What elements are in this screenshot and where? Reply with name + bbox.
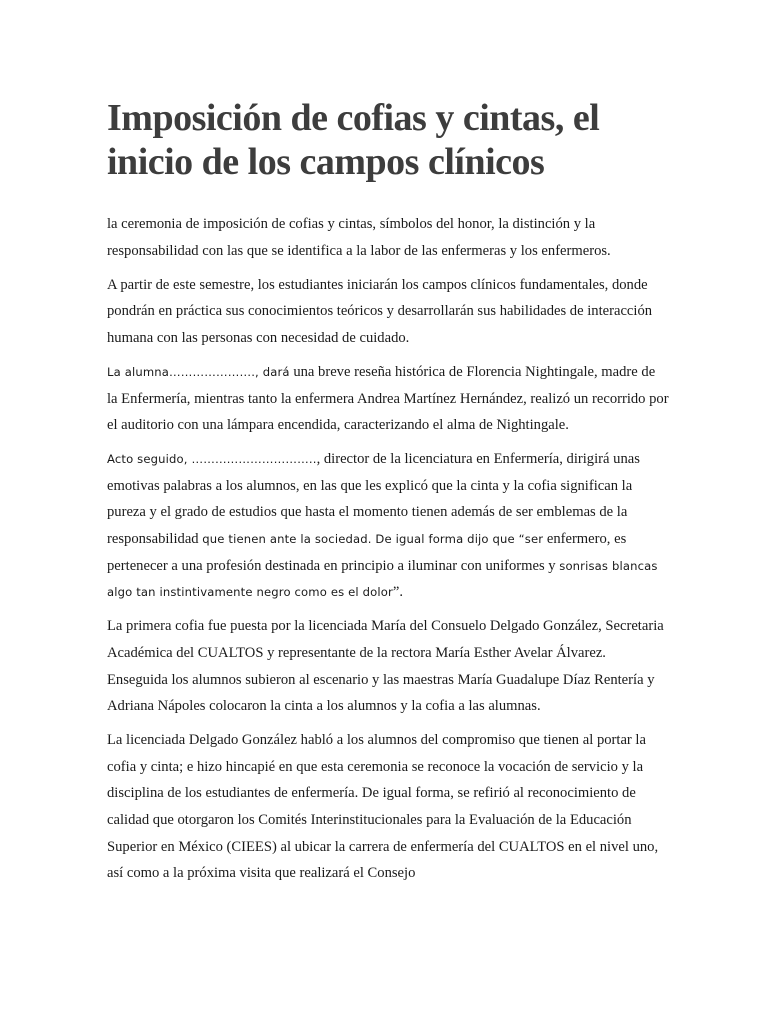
paragraph-4-lead: Acto seguido, ………………………….. [107, 452, 317, 467]
article-title [107, 96, 669, 184]
paragraph-4-closing: ”. [392, 584, 404, 601]
paragraph-4-body: , director de la licenciatura en Enfermería, dirigirá unas emotivas palabras a los alumnos, en las que les explicó que la cinta y la cofia significan la pureza y el grado de estudios que hasta el momento tienen además de ser emblemas de la responsabilidad [107, 451, 640, 548]
paragraph-4-quote-start: que tienen ante la sociedad. De igual forma dijo que “ser [202, 532, 544, 547]
paragraph-3-body: una breve reseña histórica de Florencia Nightingale, madre de la Enfermería, mientras tanto la enfermera Andrea Martínez Hernández, realizó un recorrido por el auditorio con una lámpara encendida, caracterizando el alma de Nightingale. [107, 363, 669, 434]
title-line-1: Imposición de cofias y cintas, el [107, 97, 600, 139]
paragraph-4-quote-end: sonrisas blancas algo tan instintivamente negro como es el dolor [107, 558, 658, 600]
title-line-2: inicio de los campos clínicos [107, 141, 545, 183]
document-page [107, 96, 669, 894]
paragraph-4-quote-middle: enfermero, es pertenecer a una profesión destinada en principio a iluminar con uniformes y [107, 531, 627, 574]
paragraph-4 [107, 446, 669, 606]
paragraph-1: la ceremonia de imposición de cofias y cintas, símbolos del honor, la distinción y la responsabilidad con las que se identifica a la labor de las enfermeras y los enfermeros. [107, 216, 611, 259]
paragraph-2: A partir de este semestre, los estudiantes iniciarán los campos clínicos fundamentales, donde pondrán en práctica sus conocimientos teóricos y desarrollarán sus habilidades de interacción humana con las personas con necesidad de cuidado. [107, 276, 653, 346]
paragraph-3 [107, 359, 669, 439]
paragraph-6: La licenciada Delgado González habló a los alumnos del compromiso que tienen al portar la cofia y cinta; e hizo hincapié en que esta ceremonia se reconoce la vocación de servicio y la disciplina de los estudiantes de enfermería. De igual forma, se refirió al reconocimiento de calidad que otorgaron los Comités Interinstitucionales para la Evaluación de la Educación Superior en México (CIEES) al ubicar la carrera de enfermería del CUALTOS en el nivel uno, así como a la próxima visita que realizará el Consejo [107, 732, 659, 882]
paragraph-3-lead: La alumna…………………., dará [107, 364, 290, 379]
paragraph-5: La primera cofia fue puesta por la licenciada María del Consuelo Delgado González, Secretaria Académica del CUALTOS y representante de la rectora María Esther Avelar Álvarez. Enseguida los alumnos subieron al escenario y las maestras María Guadalupe Díaz Rentería y Adriana Nápoles colocaron la cinta a los alumnos y la cofia a las alumnas. [107, 618, 664, 715]
